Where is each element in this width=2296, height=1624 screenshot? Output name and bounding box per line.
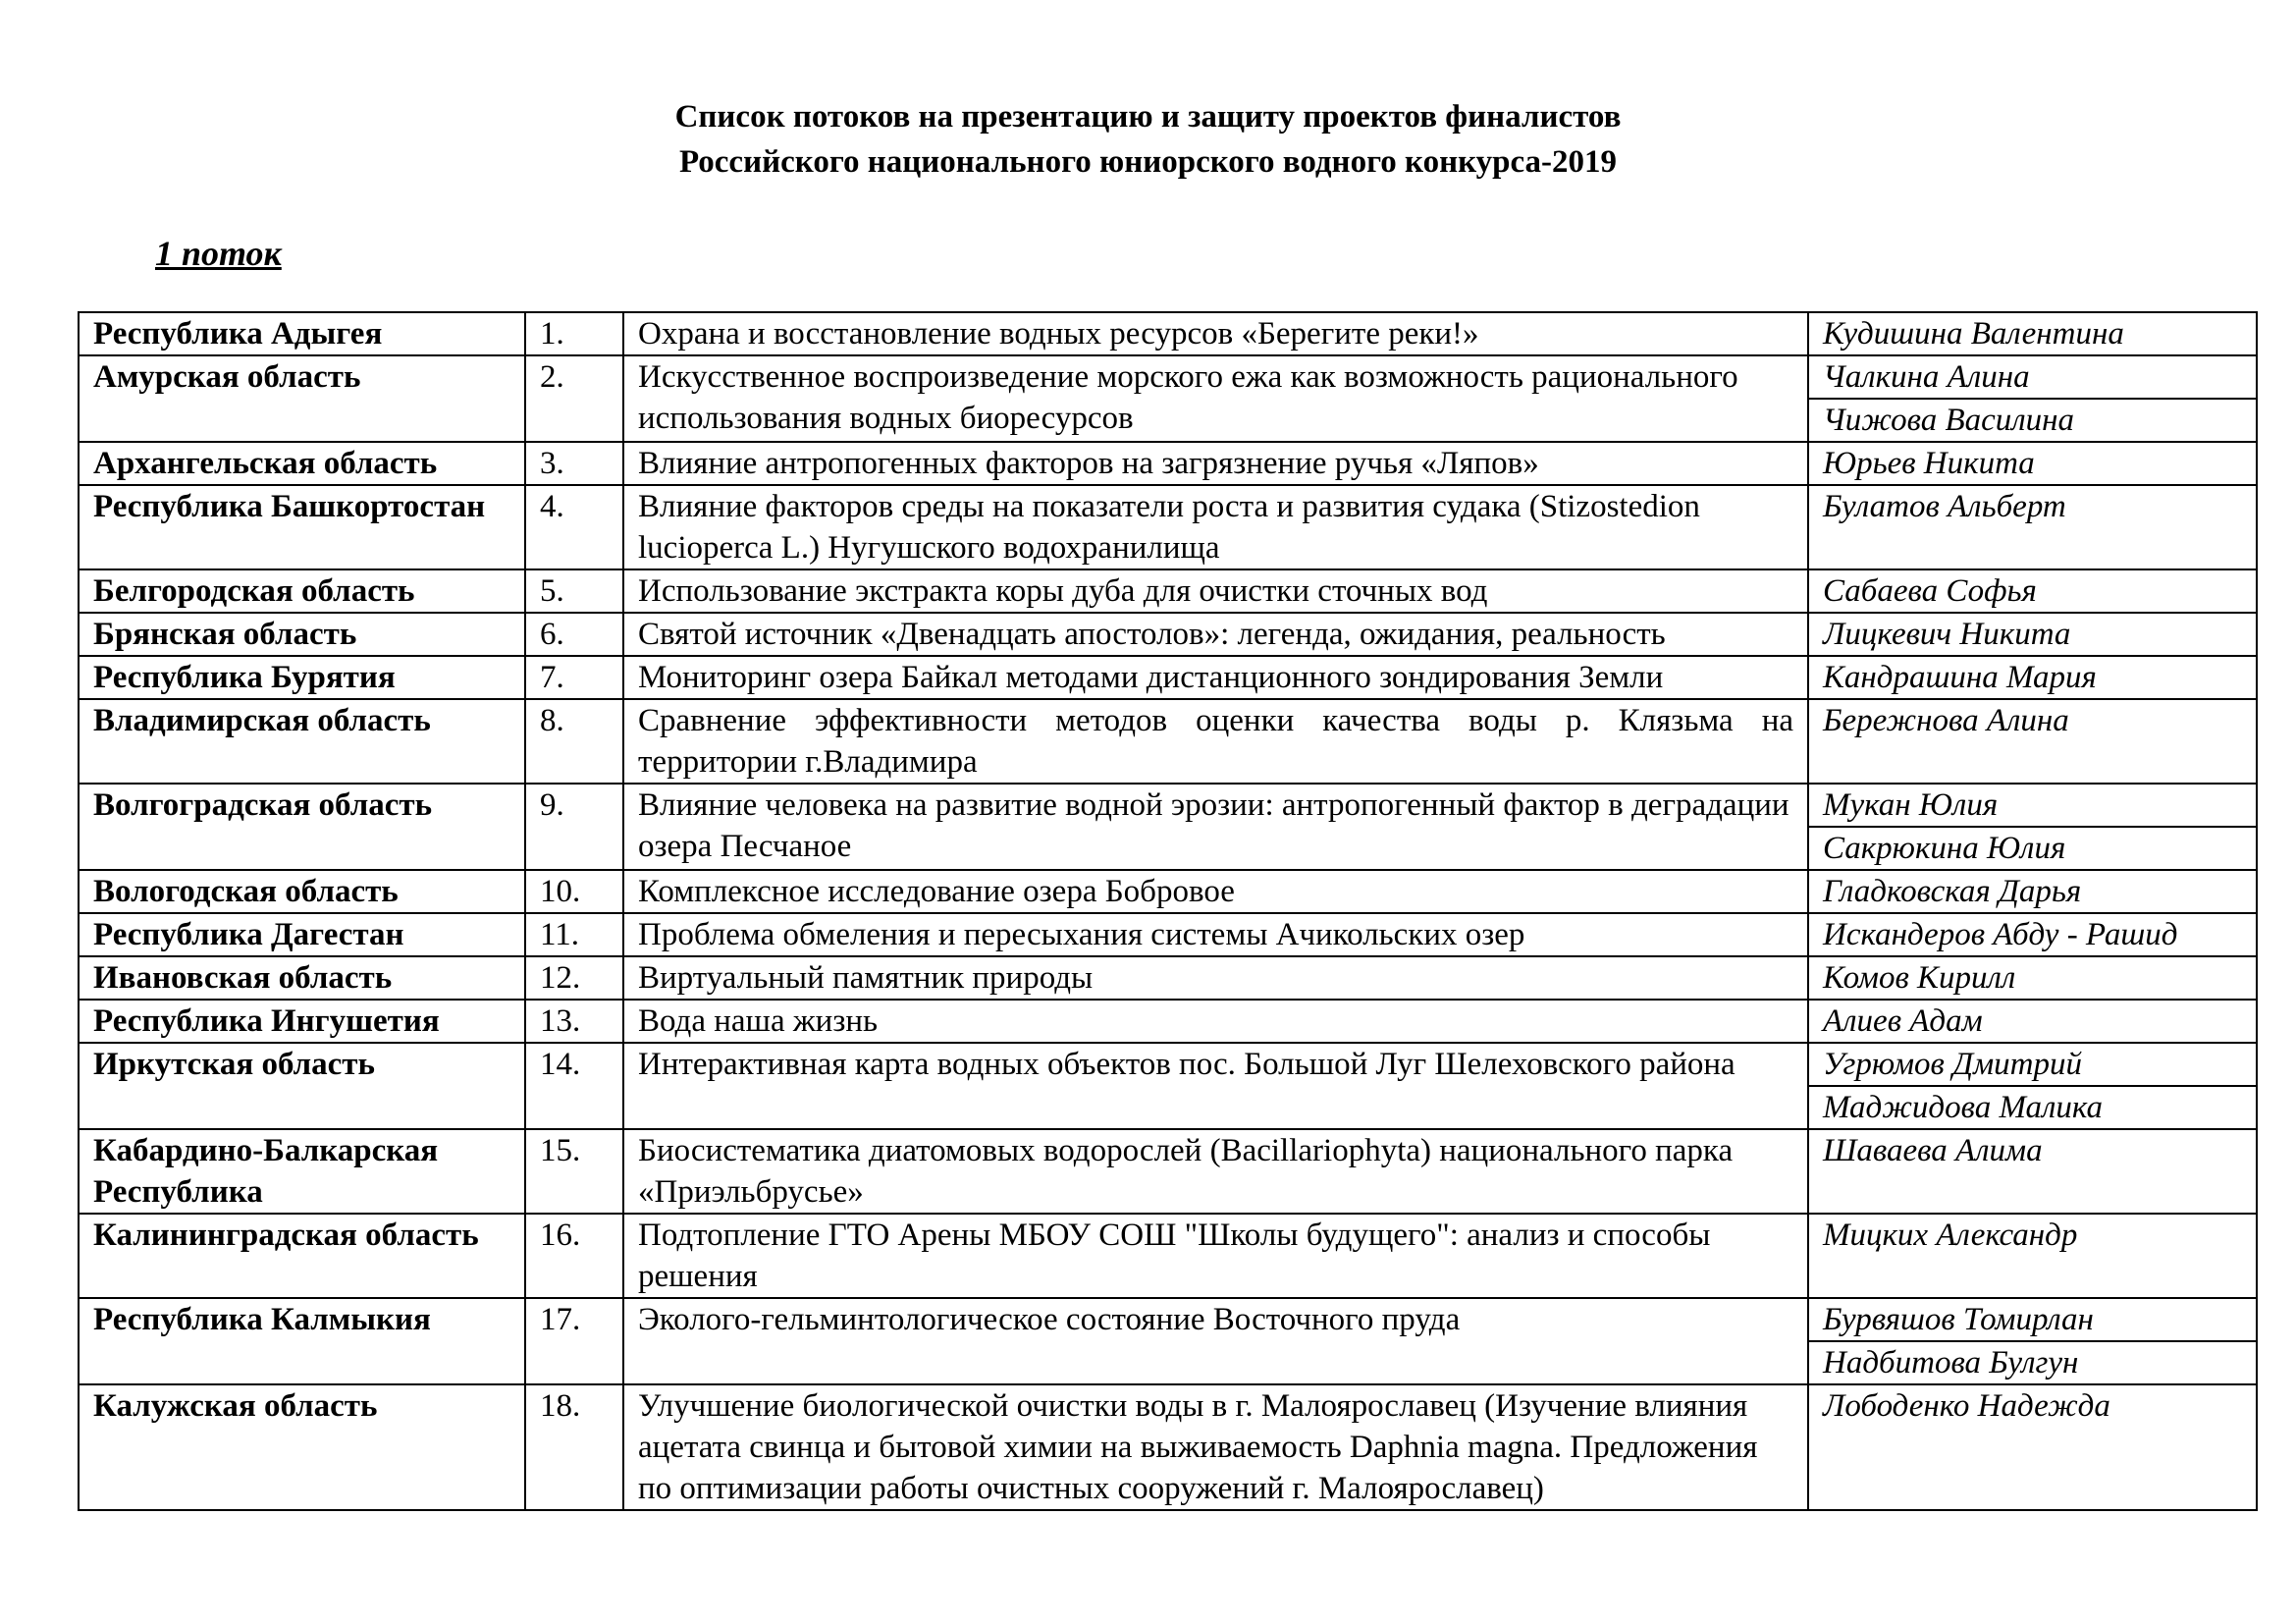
- project-title-cell: Комплексное исследование озера Бобровое: [623, 870, 1808, 913]
- table-row: [79, 355, 2257, 399]
- region-cell: Волгоградская область: [79, 784, 525, 870]
- region-cell: Владимирская область: [79, 699, 525, 784]
- project-number-cell: 17.: [525, 1298, 623, 1384]
- project-number-cell: 18.: [525, 1384, 623, 1510]
- project-title-cell: Охрана и восстановление водных ресурсов «Берегите реки!»: [623, 312, 1808, 355]
- project-number-cell: 4.: [525, 485, 623, 569]
- author-cell: Чалкина Алина: [1808, 355, 2257, 399]
- region-cell: Кабардино-Балкарская Республика: [79, 1129, 525, 1214]
- project-title-cell: Влияние антропогенных факторов на загрязнение ручья «Ляпов»: [623, 442, 1808, 485]
- table-row: [79, 870, 2257, 913]
- table-row: [79, 699, 2257, 784]
- project-number-cell: 1.: [525, 312, 623, 355]
- region-cell: Архангельская область: [79, 442, 525, 485]
- project-title-cell: Интерактивная карта водных объектов пос. Большой Луг Шелеховского района: [623, 1043, 1808, 1129]
- project-title-cell: Искусственное воспроизведение морского ежа как возможность рационального использования водных биоресурсов: [623, 355, 1808, 442]
- table-row: [79, 1384, 2257, 1510]
- region-cell: Вологодская область: [79, 870, 525, 913]
- region-cell: Калужская область: [79, 1384, 525, 1510]
- region-cell: Белгородская область: [79, 569, 525, 613]
- table-row: [79, 656, 2257, 699]
- region-cell: Амурская область: [79, 355, 525, 442]
- table-row: [79, 784, 2257, 827]
- table-row: [79, 1043, 2257, 1086]
- project-title-cell: Улучшение биологической очистки воды в г. Малоярославец (Изучение влияния ацетата свинца и бытовой химии на выживаемость Daphnia magna. Предложения по оптимизации работы очистных сооружений г. Малоярославец): [623, 1384, 1808, 1510]
- region-cell: Республика Калмыкия: [79, 1298, 525, 1384]
- project-number-cell: 11.: [525, 913, 623, 956]
- author-cell: Угрюмов Дмитрий: [1808, 1043, 2257, 1086]
- project-number-cell: 15.: [525, 1129, 623, 1214]
- region-cell: Иркутская область: [79, 1043, 525, 1129]
- author-cell: Алиев Адам: [1808, 1000, 2257, 1043]
- region-cell: Брянская область: [79, 613, 525, 656]
- project-number-cell: 14.: [525, 1043, 623, 1129]
- table-row: [79, 442, 2257, 485]
- project-number-cell: 10.: [525, 870, 623, 913]
- table-row: [79, 569, 2257, 613]
- table-row: [79, 312, 2257, 355]
- project-title-cell: Проблема обмеления и пересыхания системы Ачикольских озер: [623, 913, 1808, 956]
- author-cell: Надбитова Булгун: [1808, 1341, 2257, 1384]
- project-number-cell: 5.: [525, 569, 623, 613]
- project-number-cell: 3.: [525, 442, 623, 485]
- project-number-cell: 8.: [525, 699, 623, 784]
- finalists-table-body: [79, 312, 2257, 1510]
- author-cell: Шаваева Алима: [1808, 1129, 2257, 1214]
- project-title-cell: Виртуальный памятник природы: [623, 956, 1808, 1000]
- table-row: [79, 1129, 2257, 1214]
- region-cell: Республика Бурятия: [79, 656, 525, 699]
- author-cell: Бурвяшов Томирлан: [1808, 1298, 2257, 1341]
- project-title-cell: Подтопление ГТО Арены МБОУ СОШ "Школы будущего": анализ и способы решения: [623, 1214, 1808, 1298]
- project-title-cell: Влияние человека на развитие водной эрозии: антропогенный фактор в деградации озера Песчаное: [623, 784, 1808, 870]
- author-cell: Булатов Альберт: [1808, 485, 2257, 569]
- title-line-2: Российского национального юниорского водного конкурса-2019: [678, 144, 1618, 180]
- table-row: [79, 1298, 2257, 1341]
- region-cell: Калининградская область: [79, 1214, 525, 1298]
- author-cell: Искандеров Абду - Рашид: [1808, 913, 2257, 956]
- project-title-cell: Биосистематика диатомовых водорослей (Bacillariophyta) национального парка «Приэльбрусье»: [623, 1129, 1808, 1214]
- project-number-cell: 6.: [525, 613, 623, 656]
- project-number-cell: 2.: [525, 355, 623, 442]
- region-cell: Республика Башкортостан: [79, 485, 525, 569]
- table-row: [79, 485, 2257, 569]
- project-title-cell: Использование экстракта коры дуба для очистки сточных вод: [623, 569, 1808, 613]
- author-cell: Лободенко Надежда: [1808, 1384, 2257, 1510]
- author-cell: Бережнова Алина: [1808, 699, 2257, 784]
- author-cell: Гладковская Дарья: [1808, 870, 2257, 913]
- project-title-cell: Влияние факторов среды на показатели роста и развития судака (Stizostedion lucioperca L.) Нугушского водохранилища: [623, 485, 1808, 569]
- region-cell: Республика Адыгея: [79, 312, 525, 355]
- project-title-cell: Мониторинг озера Байкал методами дистанционного зондирования Земли: [623, 656, 1808, 699]
- author-cell: Мукан Юлия: [1808, 784, 2257, 827]
- project-number-cell: 16.: [525, 1214, 623, 1298]
- author-cell: Маджидова Малика: [1808, 1086, 2257, 1129]
- table-row: [79, 613, 2257, 656]
- project-number-cell: 12.: [525, 956, 623, 1000]
- project-title-cell: Вода наша жизнь: [623, 1000, 1808, 1043]
- region-cell: Республика Дагестан: [79, 913, 525, 956]
- document-title: [0, 94, 2296, 185]
- project-title-cell: Святой источник «Двенадцать апостолов»: легенда, ожидания, реальность: [623, 613, 1808, 656]
- table-row: [79, 1214, 2257, 1298]
- project-number-cell: 7.: [525, 656, 623, 699]
- project-title-cell: Эколого-гельминтологическое состояние Восточного пруда: [623, 1298, 1808, 1384]
- finalists-table: [78, 311, 2258, 1511]
- author-cell: Сабаева Софья: [1808, 569, 2257, 613]
- author-cell: Кандрашина Мария: [1808, 656, 2257, 699]
- table-row: [79, 913, 2257, 956]
- author-cell: Лицкевич Никита: [1808, 613, 2257, 656]
- author-cell: Комов Кирилл: [1808, 956, 2257, 1000]
- project-number-cell: 9.: [525, 784, 623, 870]
- author-cell: Юрьев Никита: [1808, 442, 2257, 485]
- project-number-cell: 13.: [525, 1000, 623, 1043]
- author-cell: Мицких Александр: [1808, 1214, 2257, 1298]
- table-row: [79, 956, 2257, 1000]
- author-cell: Кудишина Валентина: [1808, 312, 2257, 355]
- table-row: [79, 1000, 2257, 1043]
- title-line-1: Список потоков на презентацию и защиту проектов финалистов: [674, 99, 1622, 135]
- region-cell: Ивановская область: [79, 956, 525, 1000]
- author-cell: Сакрюкина Юлия: [1808, 827, 2257, 870]
- region-cell: Республика Ингушетия: [79, 1000, 525, 1043]
- project-title-cell: Сравнение эффективности методов оценки качества воды р. Клязьма на территории г.Владимира: [623, 699, 1808, 784]
- author-cell: Чижова Василина: [1808, 399, 2257, 442]
- stream-label: 1 поток: [155, 234, 282, 273]
